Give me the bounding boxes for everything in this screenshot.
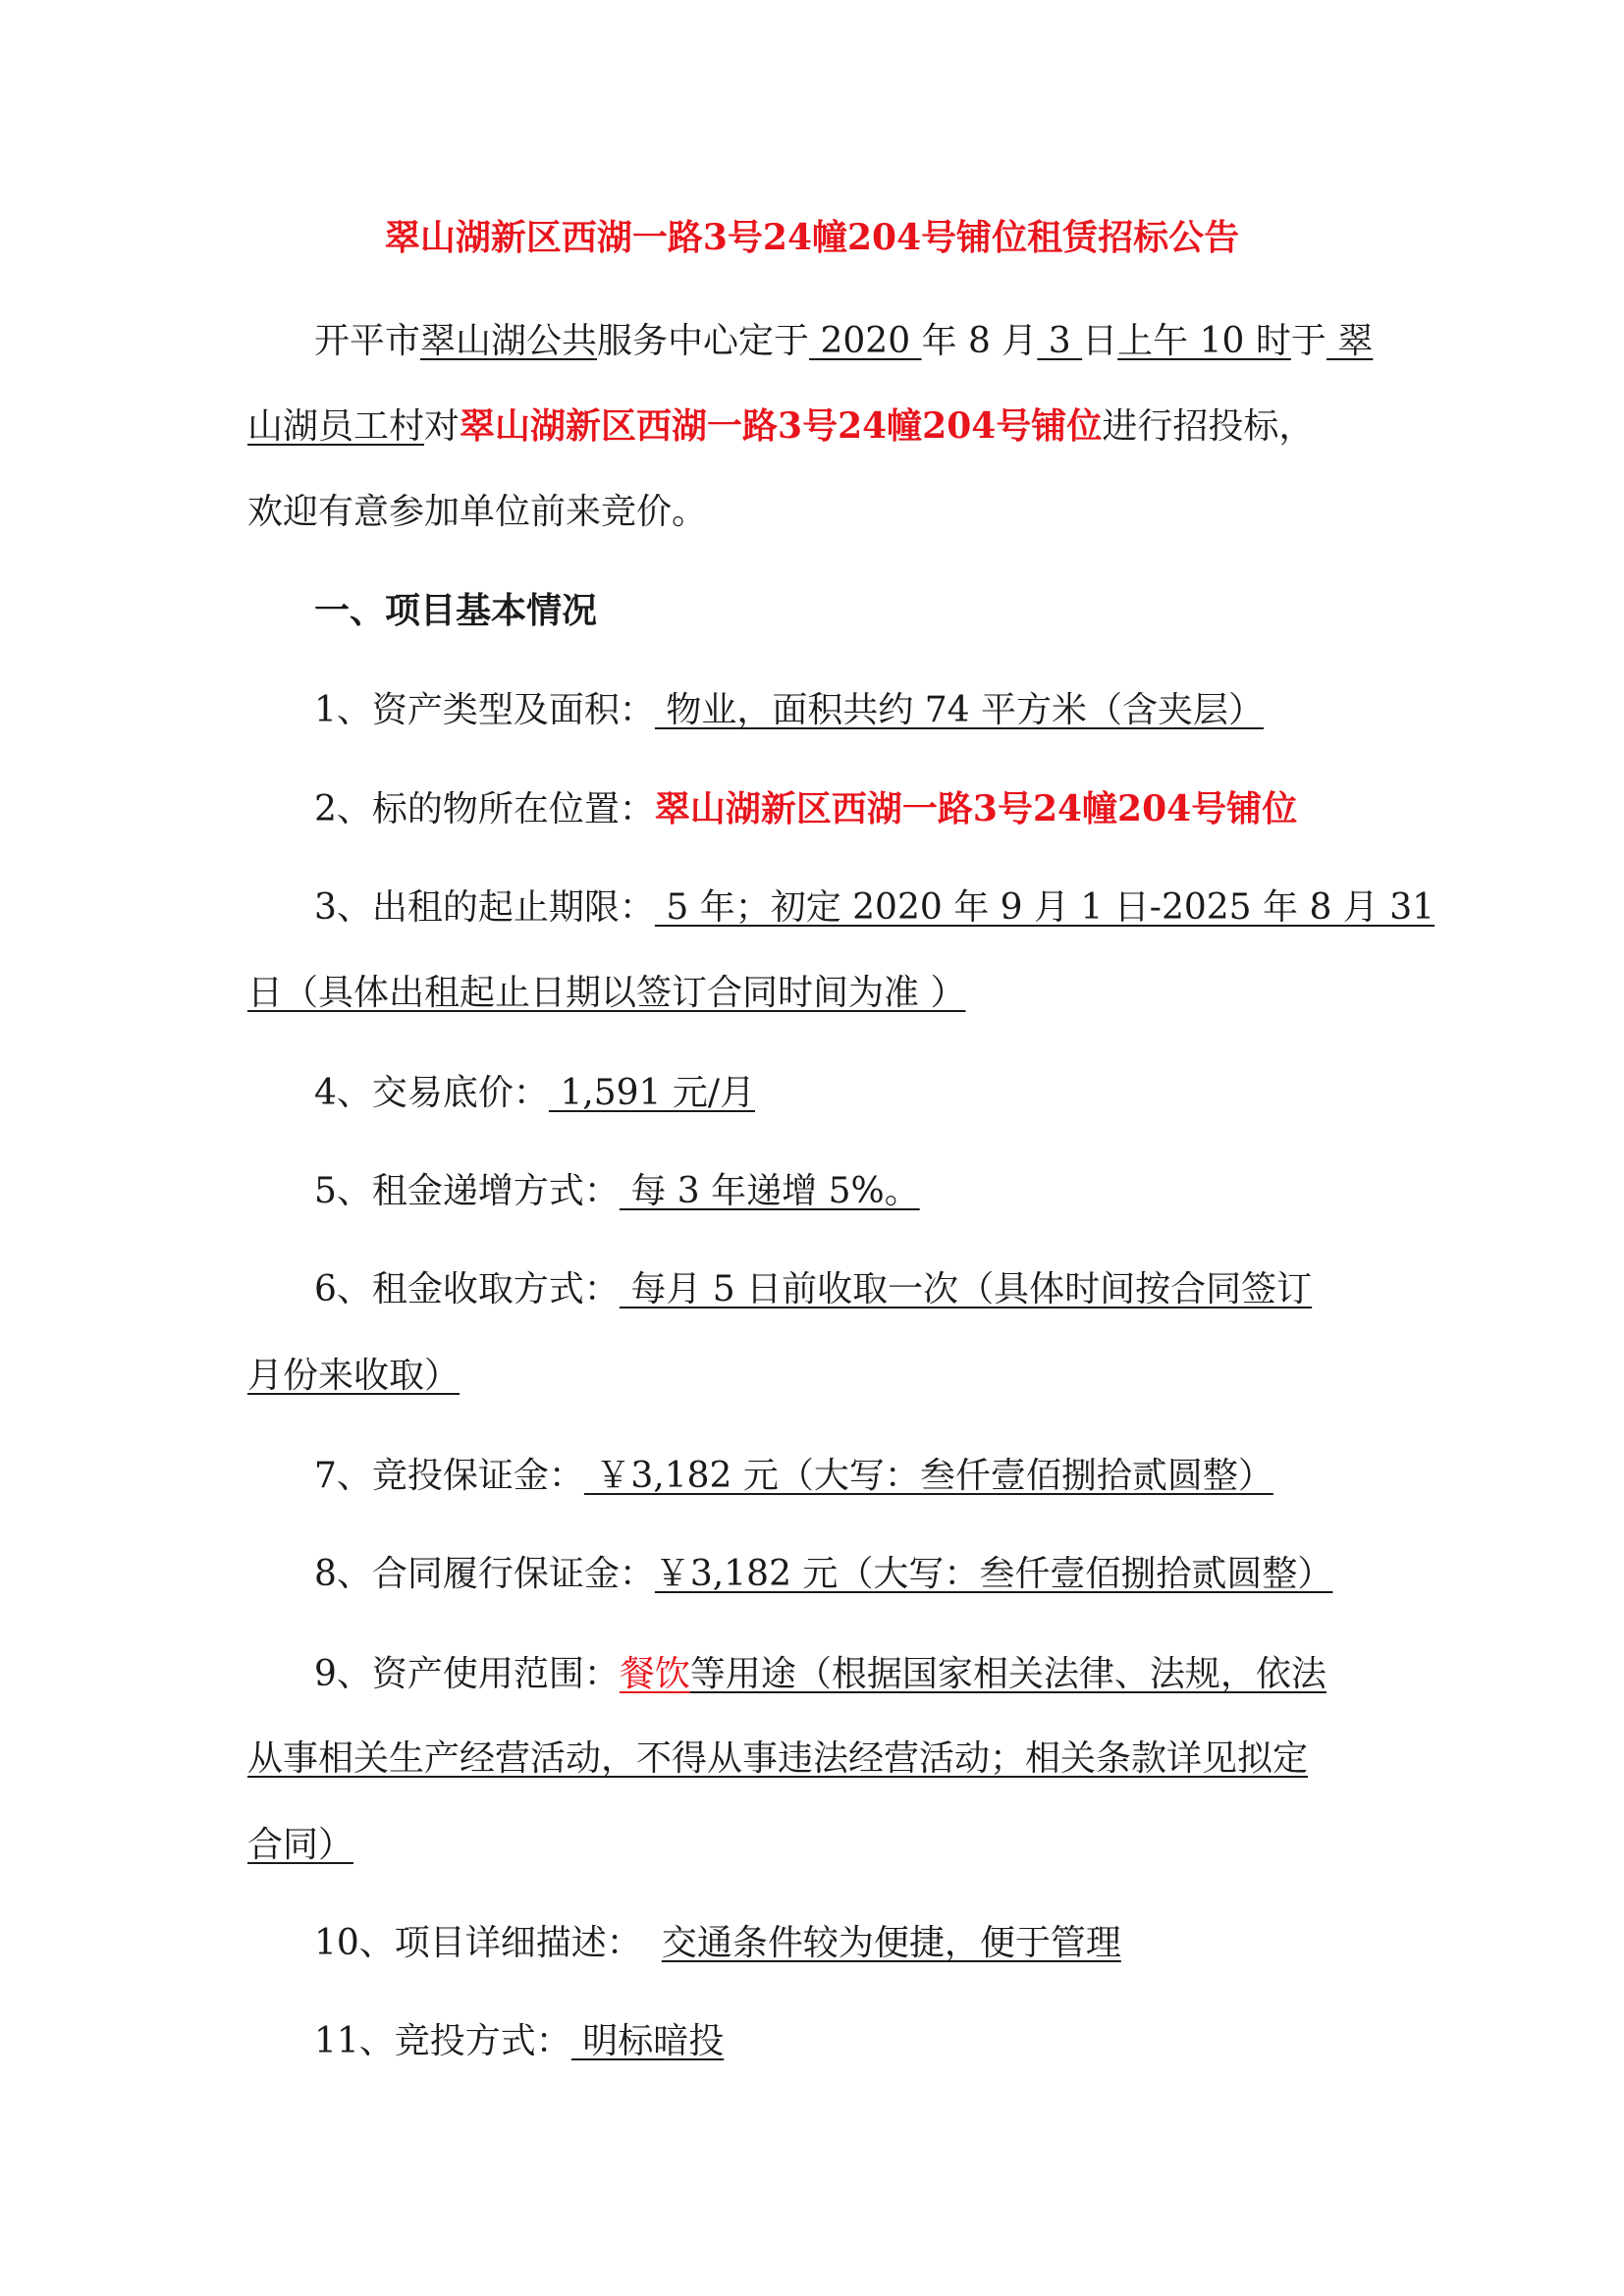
item-label: 10、项目详细描述： — [314, 1923, 642, 1963]
intro-text: 于 — [1290, 321, 1326, 361]
item-value-highlight: 餐饮 — [619, 1654, 690, 1694]
item-3 — [314, 884, 1435, 932]
item-label: 7、竞投保证金： — [314, 1456, 584, 1496]
item-value: 翠山湖新区西湖一路3号24幢204号铺位 — [654, 788, 1298, 829]
item-value: 月份来收取） — [247, 1356, 460, 1396]
organizer-name: 翠山湖公共 — [420, 321, 598, 361]
item-9-cont — [247, 1735, 1308, 1783]
item-4 — [314, 1070, 755, 1117]
intro-text: 对 — [424, 406, 460, 447]
intro-text: 服务中心定于 — [597, 321, 810, 361]
item-7 — [314, 1453, 1273, 1500]
item-9-cont — [247, 1822, 353, 1869]
item-label: 5、租金递增方式： — [314, 1171, 620, 1211]
item-label: 11、竞投方式： — [314, 2021, 571, 2061]
item-11 — [314, 2018, 724, 2065]
intro-text: 年 8 月 — [921, 321, 1038, 361]
item-label: 6、租金收取方式： — [314, 1269, 620, 1309]
item-value: 合同） — [247, 1825, 354, 1865]
item-5 — [314, 1168, 920, 1215]
item-value: 等用途（根据国家相关法律、法规，依法 — [689, 1654, 1326, 1694]
item-9 — [314, 1651, 1326, 1698]
item-value: ￥3,182 元（大写：叁仟壹佰捌拾贰圆整） — [583, 1456, 1273, 1496]
item-1 — [314, 687, 1264, 734]
item-value: 物业，面积共约 74 平方米（含夹层） — [654, 690, 1265, 730]
item-value: 从事相关生产经营活动，不得从事违法经营活动；相关条款详见拟定 — [247, 1738, 1309, 1779]
item-label: 3、出租的起止期限： — [314, 887, 655, 928]
item-value: 日（具体出租起止日期以签订合同时间为准 ） — [247, 973, 966, 1013]
intro-line-3: 欢迎有意参加单位前来竞价。 — [247, 492, 708, 532]
item-10 — [314, 1920, 1121, 1967]
document-title: 翠山湖新区西湖一路3号24幢204号铺位租赁招标公告 — [384, 217, 1240, 258]
item-value: ￥3,182 元（大写：叁仟壹佰捌拾贰圆整） — [654, 1554, 1333, 1594]
item-value: 5 年；初定 2020 年 9 月 1 日-2025 年 8 月 31 — [654, 887, 1435, 928]
intro-line-1 — [314, 318, 1373, 365]
venue-field: 山湖员工村 — [247, 406, 425, 447]
item-value: 每月 5 日前收取一次（具体时间按合同签订 — [619, 1269, 1313, 1309]
intro-text: 日 — [1082, 321, 1118, 361]
item-3-cont — [247, 970, 965, 1017]
item-value: 每 3 年递增 5%。 — [619, 1171, 920, 1211]
item-6-cont — [247, 1353, 460, 1400]
item-label: 4、交易底价： — [314, 1073, 549, 1113]
item-label: 9、资产使用范围： — [314, 1654, 620, 1694]
item-8 — [314, 1551, 1332, 1598]
year-field: 2020 — [809, 321, 922, 361]
item-value: 交通条件较为便捷，便于管理 — [661, 1923, 1121, 1963]
item-value: 明标暗投 — [570, 2021, 725, 2061]
venue-field: 翠 — [1326, 321, 1374, 361]
item-6 — [314, 1266, 1312, 1313]
item-label: 8、合同履行保证金： — [314, 1554, 655, 1594]
property-address: 翠山湖新区西湖一路3号24幢204号铺位 — [460, 405, 1103, 447]
item-2 — [314, 785, 1297, 833]
item-value: 1,591 元/月 — [548, 1073, 755, 1113]
time-field: 上午 10 时 — [1117, 321, 1291, 361]
item-label: 2、标的物所在位置： — [314, 789, 655, 829]
day-field: 3 — [1037, 321, 1083, 361]
intro-line-2 — [247, 402, 1314, 451]
intro-text: 开平市 — [314, 321, 421, 361]
section-heading: 一、项目基本情况 — [314, 590, 598, 631]
intro-text: 进行招投标， — [1102, 406, 1315, 447]
item-label: 1、资产类型及面积： — [314, 690, 655, 730]
